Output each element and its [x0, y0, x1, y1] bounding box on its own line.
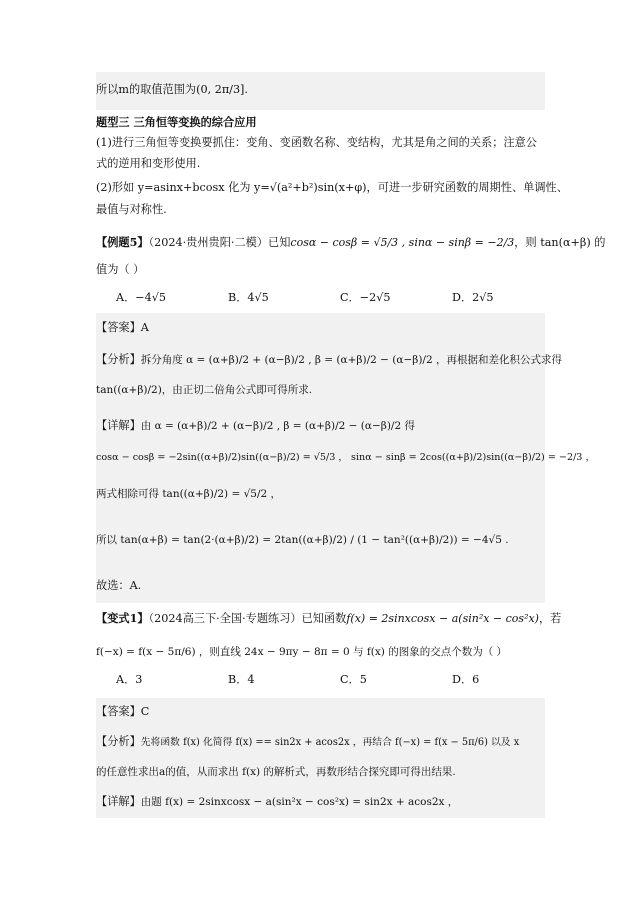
analysis-5-line-2: tan((α+β)/2)，由正切二倍角公式即可得所求. — [96, 384, 313, 396]
detail-var1-text-1: 由题 f(x) = 2sinxcosx − a(sin²x − cos²x) = sin2x + acos2x ， — [140, 796, 459, 808]
example-5-label: 【例题5】 — [96, 235, 149, 249]
example-5-question — [96, 234, 606, 251]
variant-1-option-c: C．5 — [340, 673, 367, 686]
paragraph-1-line-2: 式的逆用和变形使用. — [96, 157, 201, 170]
example-5-option-b: B．4√5 — [228, 291, 269, 304]
analysis-var1-line-2: 的任意性求出a的值，从而求出 f(x) 的解析式，再数形结合探究即可得出结果. — [96, 766, 456, 778]
example-5-option-c: C．−2√5 — [340, 291, 391, 304]
variant-1-question — [96, 610, 562, 627]
variant-1-options — [116, 672, 566, 688]
variant-1-tail: ，若 — [538, 612, 562, 625]
example-5-option-a: A．−4√5 — [116, 291, 167, 304]
analysis-5-label: 【分析】 — [96, 353, 141, 366]
example-5-ask: ，则 tan(α+β) 的 — [514, 236, 606, 249]
paragraph-2-line-1: (2)形如 y=asinx+bcosx 化为 y=√(a²+b²)sin(x+φ)，可进一步研究函数的周期性、单调性、 — [96, 181, 568, 194]
analysis-5-line-1 — [96, 352, 562, 368]
analysis-var1-line-1 — [96, 734, 546, 751]
detail-5-label: 【详解】 — [96, 419, 141, 432]
example-5-question-line-2: 值为（ ） — [96, 263, 145, 276]
variant-1-label: 【变式1】 — [96, 611, 149, 625]
detail-5-line-4: 所以 tan(α+β) = tan(2·(α+β)/2) = 2tan((α+β)/2) / (1 − tan²((α+β)/2)) = −4√5 . — [96, 534, 509, 546]
paragraph-2-line-2: 最值与对称性. — [96, 203, 167, 216]
example-5-condition: cosα − cosβ = √5/3 , sinα − sinβ = −2/3 — [290, 236, 515, 249]
detail-5-line-1 — [96, 418, 546, 434]
analysis-5-text-1: 拆分角度 α = (α+β)/2 + (α−β)/2 , β = (α+β)/2 − (α−β)/2 ，再根据和差化积公式求得 — [140, 354, 562, 366]
variant-1-option-b: B．4 — [228, 673, 255, 686]
paragraph-1-line-1: (1)进行三角恒等变换要抓住：变角、变函数名称、变结构，尤其是角之间的关系；注意公 — [96, 136, 537, 149]
answer-var1: 【答案】C — [96, 705, 150, 718]
section-title: 题型三 三角恒等变换的综合应用 — [96, 115, 257, 129]
detail-5-line-3: 两式相除可得 tan((α+β)/2) = √5/2 ， — [96, 488, 282, 500]
example-5-option-d: D．2√5 — [452, 291, 494, 304]
example-5-options — [116, 290, 566, 306]
variant-1-option-a: A．3 — [116, 673, 143, 686]
variant-1-source: （2024高三下·全国·专题练习）已知函数 — [148, 612, 347, 625]
detail-var1-label: 【详解】 — [96, 795, 141, 808]
variant-1-option-d: D．6 — [452, 673, 480, 686]
detail-5-text-1: 由 α = (α+β)/2 + (α−β)/2 , β = (α+β)/2 − (α−β)/2 得 — [140, 420, 415, 432]
range-conclusion: 所以m的取值范围为(0, 2π/3]. — [96, 83, 248, 96]
detail-5-line-2: cosα − cosβ = −2sin((α+β)/2)sin((α−β)/2) = √5/3 ， sinα − sinβ = 2cos((α+β)/2)sin((α−β)/2) = −2/3 ， — [96, 452, 596, 463]
example-5-source: （2024·贵州贵阳·二模）已知 — [148, 236, 291, 249]
variant-1-function: f(x) = 2sinxcosx − a(sin²x − cos²x) — [346, 612, 539, 625]
analysis-var1-label: 【分析】 — [96, 735, 141, 748]
answer-5: 【答案】A — [96, 321, 149, 334]
analysis-var1-text-1: 先将函数 f(x) 化简得 f(x) == sin2x + acos2x ，再结合 f(−x) = f(x − 5π/6) 以及 x — [140, 737, 520, 748]
choice-5: 故选：A. — [96, 579, 142, 592]
variant-1-question-line-2: f(−x) = f(x − 5π/6) ，则直线 24x − 9πy − 8π = 0 与 f(x) 的图象的交点个数为（ ） — [96, 646, 508, 658]
detail-var1-line-1 — [96, 794, 546, 810]
